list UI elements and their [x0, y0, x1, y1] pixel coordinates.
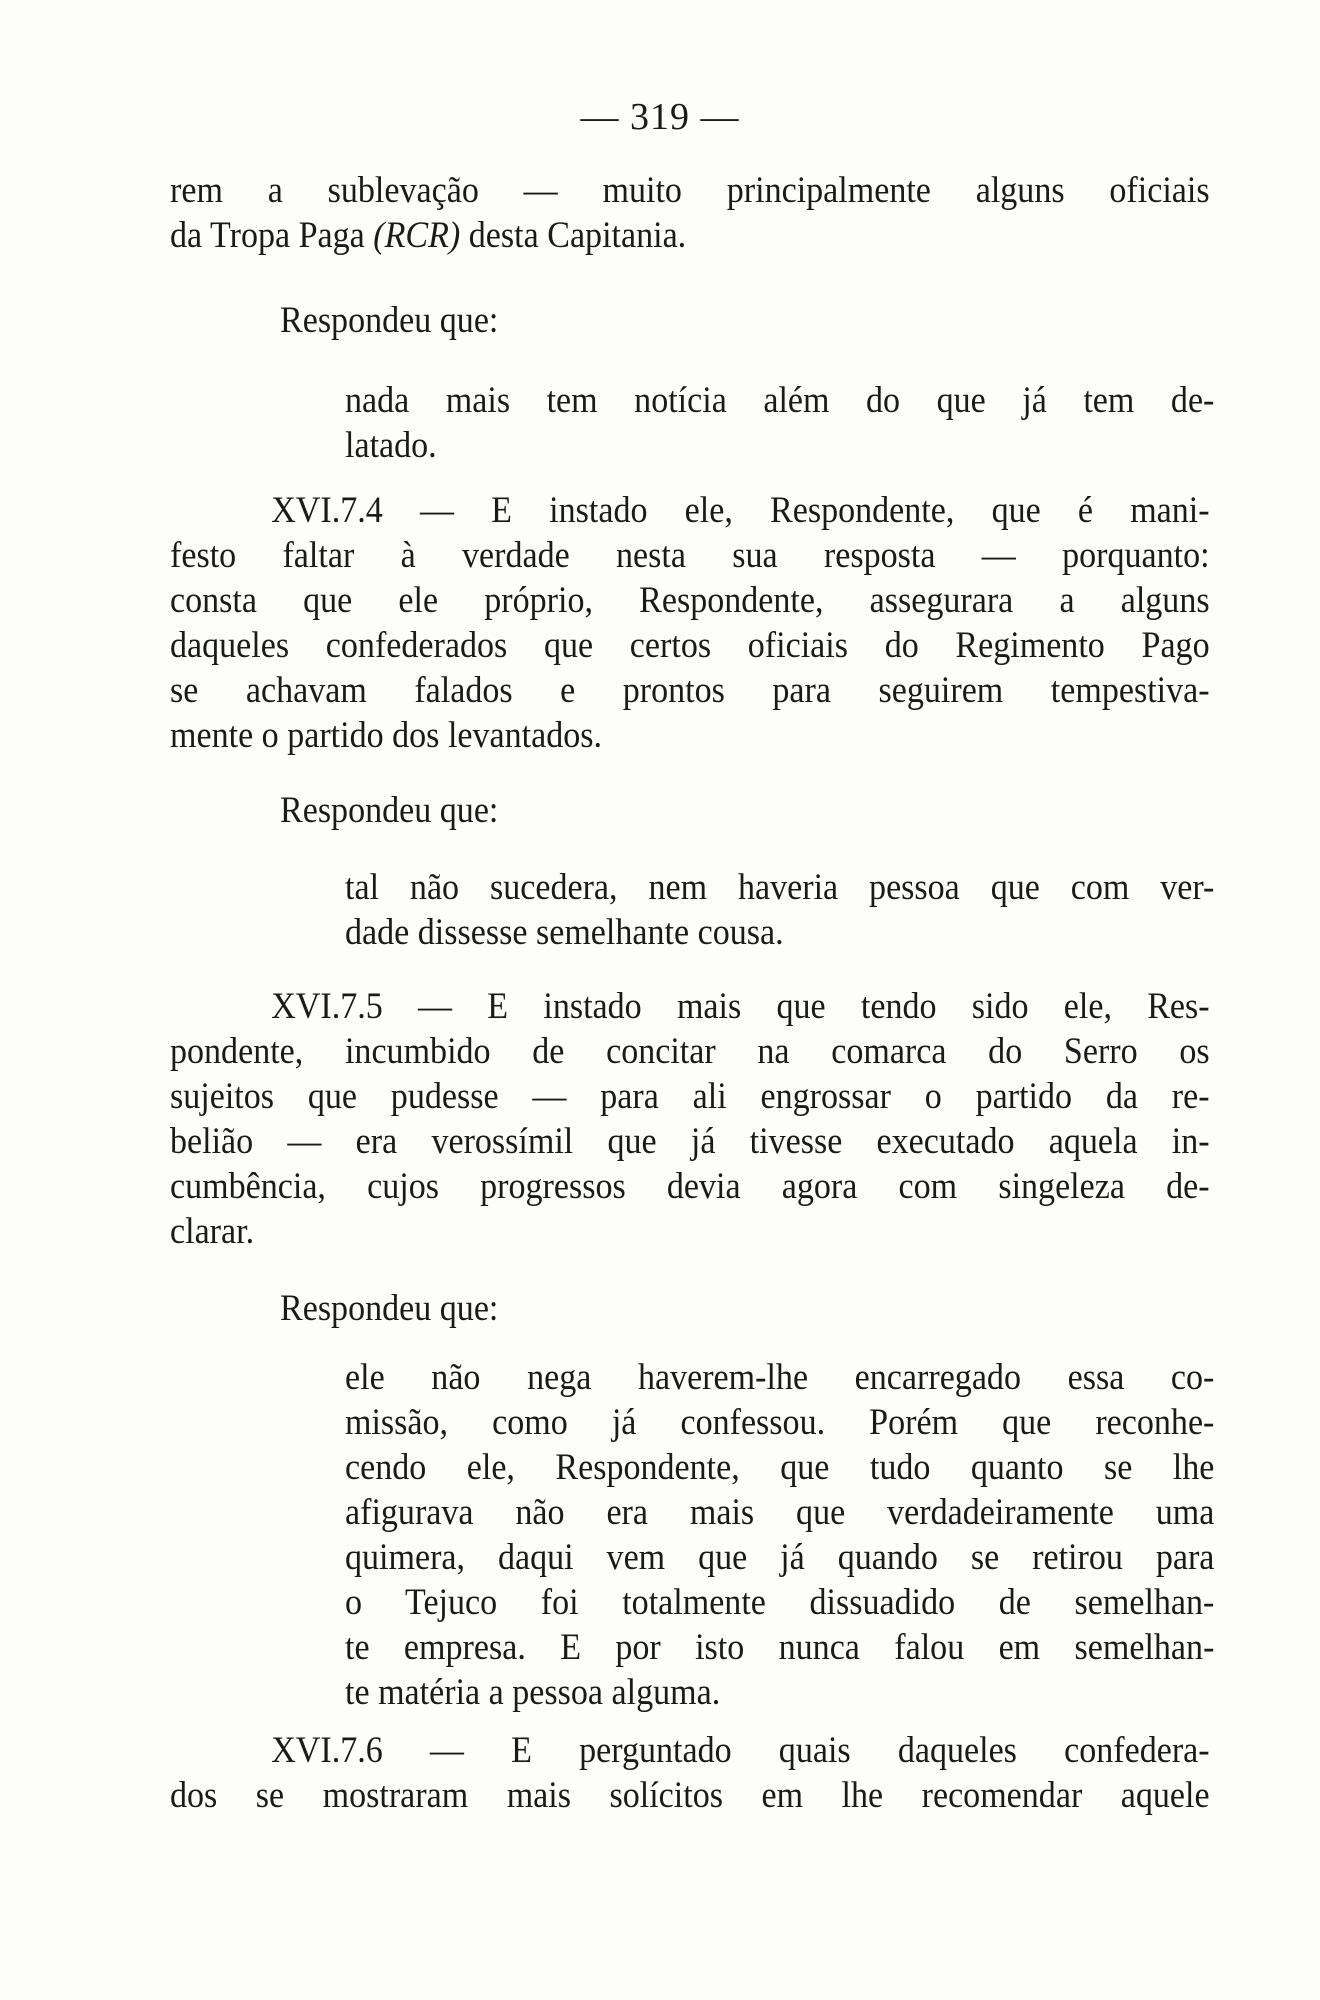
text-line: belião — era verossímil que já tivesse executado aquela in-	[170, 1121, 1210, 1162]
answer-paragraph	[345, 865, 1215, 955]
text-line: te empresa. E por isto nunca falou em semelhan-	[345, 1627, 1215, 1668]
text-line: XVI.7.5 — E instado mais que tendo sido ele, Res-	[271, 986, 1210, 1027]
answer-paragraph	[345, 378, 1215, 468]
text-line: festo faltar à verdade nesta sua resposta — porquanto:	[170, 535, 1210, 576]
text-line: XVI.7.4 — E instado ele, Respondente, que é mani-	[271, 490, 1210, 531]
text-line: te matéria a pessoa alguma.	[345, 1672, 721, 1713]
text-line: quimera, daqui vem que já quando se retirou para	[345, 1537, 1215, 1578]
text-line: missão, como já confessou. Porém que reconhe-	[345, 1402, 1215, 1443]
text-line: se achavam falados e prontos para seguirem tempestiva-	[170, 670, 1210, 711]
reply-label: Respondeu que:	[280, 790, 499, 831]
text-line: da Tropa Paga (RCR) desta Capitania.	[170, 215, 687, 256]
text-line: afigurava não era mais que verdadeiramente uma	[345, 1492, 1215, 1533]
text-line: nada mais tem notícia além do que já tem de-	[345, 380, 1215, 421]
abbreviation-rcr: (RCR)	[373, 215, 461, 256]
text-line: pondente, incumbido de concitar na comarca do Serro os	[170, 1031, 1210, 1072]
text-line: tal não sucedera, nem haveria pessoa que com ver-	[345, 867, 1215, 908]
text-line: consta que ele próprio, Respondente, assegurara a alguns	[170, 580, 1210, 621]
page-number: — 319 —	[580, 96, 740, 138]
text-line: latado.	[345, 425, 437, 466]
text-line: daqueles confederados que certos oficiais do Regimento Pago	[170, 625, 1210, 666]
text-line: mente o partido dos levantados.	[170, 715, 603, 756]
text-line: o Tejuco foi totalmente dissuadido de semelhan-	[345, 1582, 1215, 1623]
answer-paragraph	[345, 1355, 1215, 1715]
text-line: dos se mostraram mais solícitos em lhe recomendar aquele	[170, 1775, 1210, 1816]
intro-paragraph	[170, 168, 1210, 258]
text-line: rem a sublevação — muito principalmente alguns oficiais	[170, 170, 1210, 211]
section-xvi-7-4	[170, 488, 1210, 758]
section-xvi-7-6	[170, 1728, 1210, 1818]
text-line: sujeitos que pudesse — para ali engrossar o partido da re-	[170, 1076, 1210, 1117]
reply-label: Respondeu que:	[280, 1288, 499, 1329]
text-line: clarar.	[170, 1211, 255, 1252]
text-line: cendo ele, Respondente, que tudo quanto se lhe	[345, 1447, 1215, 1488]
text-line: XVI.7.6 — E perguntado quais daqueles confedera-	[271, 1730, 1210, 1771]
text-line: cumbência, cujos progressos devia agora com singeleza de-	[170, 1166, 1210, 1207]
section-xvi-7-5	[170, 984, 1210, 1254]
reply-label: Respondeu que:	[280, 300, 499, 341]
text-line: dade dissesse semelhante cousa.	[345, 912, 784, 953]
text-line: ele não nega haverem-lhe encarregado essa co-	[345, 1357, 1215, 1398]
